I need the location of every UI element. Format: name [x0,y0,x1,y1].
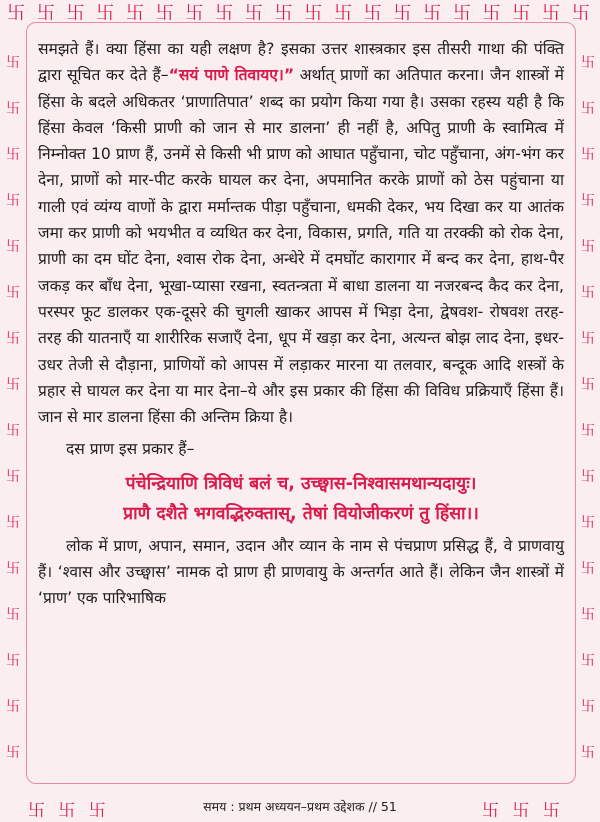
footer-swastika-left: 卐 卐 卐 [28,801,110,821]
verse-line-1: पंचेन्द्रियाणि त्रिविधं बलं च, उच्छ्वास-निश्वासमथान्यदायुः। [125,473,477,494]
paragraph-2: लोक में प्राण, अपान, समान, उदान और व्यान के नाम से पंचप्राण प्रसिद्ध हैं, वे प्राणवायु हैं। ‘श्वास और उच्छ्वास’ नामक दो प्राण ही प्राणवायु के अन्तर्गत आते हैं। लेकिन जैन शास्त्रों में ‘प्राण’ एक पारिभाषिक [38,536,564,608]
paragraph-1: समझते हैं। क्या हिंसा का यही लक्षण है? इसका उत्तर शास्त्रकार इस तीसरी गाथा की पंक्ति द्वारा सूचित कर देते हैं–“सयं पाणे तिवायए।” अर्थात् प्राणों का अतिपात करना। जैन शास्त्रों में हिंसा के बदले अधिकतर ‘प्राणातिपात’ शब्द का प्रयोग किया गया है। उसका रहस्य यही है कि हिंसा केवल ‘किसी प्राणी को जान से मार डालना’ ही नहीं है, अपितु प्राणी के स्वामित्व में निम्नोक्त 10 प्राण हैं, उनमें से किसी भी प्राण को आघात पहुँचाना, चोट पहुँचाना, अंग-भंग कर देना, प्राणों को मार-पीट करके घायल कर देना, अपमानित करके प्राणों को ठेस पहुंचाना या गाली एवं व्यंग्य वाणों के द्वारा मर्मान्तक पीड़ा पहुँचाना, धमकी देकर, भय दिखा कर या आतंक जमा कर प्राणी को भयभीत व व्यथित कर देना, विकास, प्रगति, गति या तरक्की को रोक देना, प्राणी का दम घोंट देना, श्वास रोक देना, अन्धेरे में दमघोंट कारागार में बन्द कर देना, हाथ-पैर जकड़ कर बाँध देना, भूखा-प्यासा रखना, स्वतन्त्रता में बाधा डालना या नजरबन्द कैद कर देना, परस्पर फूट डालकर एक-दूसरे की चुगली खाकर आपस में भिड़ा देना, द्वेषवश- रोषवश तरह-तरह की यातनाएँ या शारीरिक सजाएँ देना, धूप में खड़ा कर देना, अत्यन्त बोझ लाद देना, इधर-उधर तेजी से दौड़ाना, प्राणियों को आपस में लड़ाकर मारना या तलवार, बन्दूक आदि शस्त्रों के प्रहार से घायल कर देना या मार देना–ये और इस प्रकार की हिंसा की विविध प्रक्रियाएँ हिंसा हैं। जान से मार डालना हिंसा की अन्तिम क्रिया है। [38,40,564,427]
page-footer [0,796,600,821]
footer-running-title: समय : प्रथम अध्ययन–प्रथम उद्देशक // 51 [203,799,397,814]
right-swastika-border: 卐 卐 卐 卐 卐 卐 卐 卐 卐 卐 卐 卐 卐 卐 卐 卐 [581,55,595,761]
verse-line-2: प्राणै दशैते भगवद्भिरुक्तास्, तेषां वियोजीकरणं तु हिंसा।। [123,503,479,524]
intro-line: दस प्राण इस प्रकार हैं– [66,440,195,459]
verse-block [38,469,564,529]
left-swastika-border: 卐 卐 卐 卐 卐 卐 卐 卐 卐 卐 卐 卐 卐 卐 卐 卐 [6,55,20,761]
top-swastika-border: 卐 卐 卐 卐 卐 卐 卐 卐 卐 卐 卐 卐 卐 卐 卐 卐 卐 卐 卐 卐 [7,3,593,24]
page-content [38,36,564,612]
quote-sutra: “सयं पाणे तिवायए।” [168,66,295,85]
footer-swastika-right: 卐 卐 卐 [482,801,564,821]
